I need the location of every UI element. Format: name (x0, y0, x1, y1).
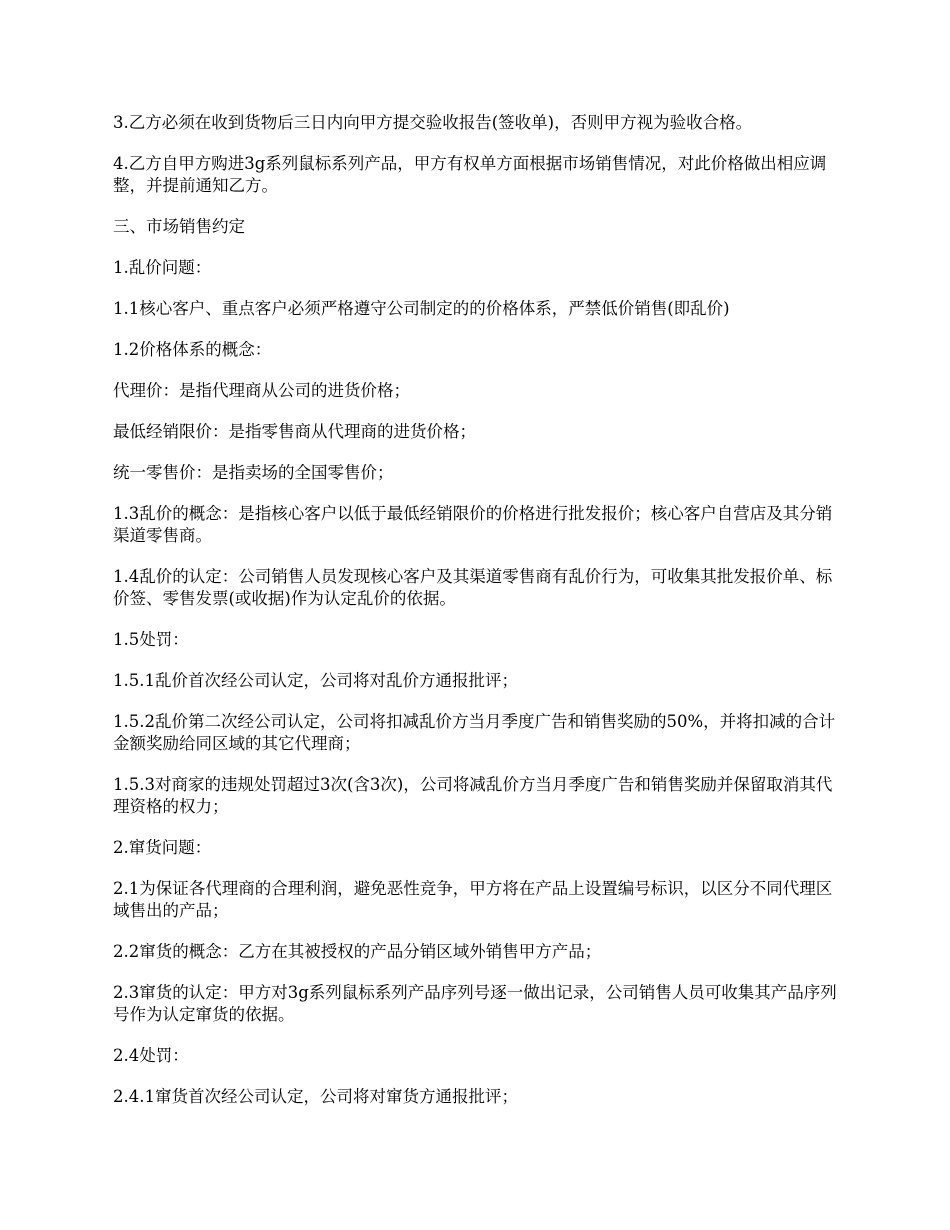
paragraph: 1.5处罚： (113, 630, 189, 649)
paragraph: 2.4处罚： (113, 1046, 189, 1065)
paragraph: 统一零售价：是指卖场的全国零售价； (113, 463, 394, 482)
paragraph: 2.4.1窜货首次经公司认定，公司将对窜货方通报批评； (113, 1087, 518, 1106)
paragraph: 1.5.1乱价首次经公司认定，公司将对乱价方通报批评； (113, 671, 518, 690)
subsection-heading: 1.乱价问题： (113, 258, 212, 277)
paragraph: 1.4乱价的认定：公司销售人员发现核心客户及其渠道零售商有乱价行为，可收集其批发报价单、标价签、零售发票(或收据)作为认定乱价的依据。 (113, 567, 833, 608)
paragraph: 1.5.2乱价第二次经公司认定，公司将扣减乱价方当月季度广告和销售奖励的50%，并将扣减的合计金额奖励给同区域的其它代理商； (113, 712, 836, 753)
paragraph: 4.乙方自甲方购进3g系列鼠标系列产品，甲方有权单方面根据市场销售情况，对此价格做出相应调整，并提前通知乙方。 (113, 154, 827, 195)
paragraph: 2.1为保证各代理商的合理利润，避免恶性竞争，甲方将在产品上设置编号标识，以区分不同代理区域售出的产品； (113, 879, 833, 920)
paragraph: 2.2窜货的概念：乙方在其被授权的产品分销区域外销售甲方产品； (113, 942, 602, 961)
paragraph: 1.3乱价的概念：是指核心客户以低于最低经销限价的价格进行批发报价；核心客户自营店及其分销渠道零售商。 (113, 504, 833, 545)
paragraph: 1.5.3对商家的违规处罚超过3次(含3次)，公司将减乱价方当月季度广告和销售奖励并保留取消其代理资格的权力； (113, 775, 833, 816)
paragraph: 最低经销限价：是指零售商从代理商的进货价格； (113, 422, 476, 441)
paragraph: 1.2价格体系的概念： (113, 340, 272, 359)
paragraph: 1.1核心客户、重点客户必须严格遵守公司制定的的价格体系，严禁低价销售(即乱价) (113, 299, 730, 318)
paragraph: 代理价：是指代理商从公司的进货价格； (113, 381, 410, 400)
subsection-heading: 2.窜货问题： (113, 838, 212, 857)
section-heading: 三、市场销售约定 (113, 217, 245, 236)
document-body (113, 112, 838, 1127)
paragraph: 2.3窜货的认定：甲方对3g系列鼠标系列产品序列号逐一做出记录，公司销售人员可收集其产品序列号作为认定窜货的依据。 (113, 983, 837, 1024)
paragraph: 3.乙方必须在收到货物后三日内向甲方提交验收报告(签收单)，否则甲方视为验收合格。 (113, 113, 753, 132)
